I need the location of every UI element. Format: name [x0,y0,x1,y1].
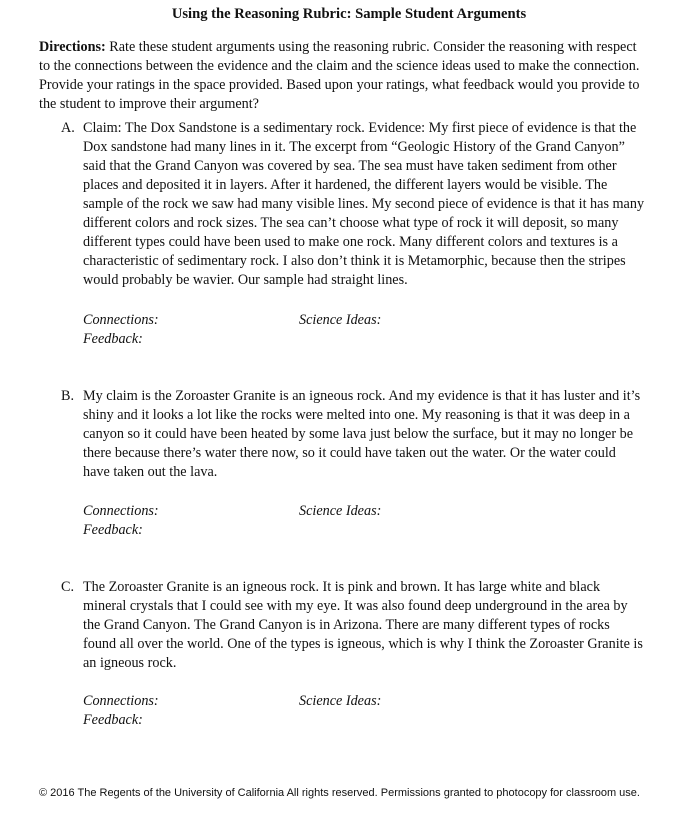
argument-a [61,119,646,290]
directions [39,38,649,114]
science-ideas-label: Science Ideas: [299,503,382,519]
argument-text: The Zoroaster Granite is an igneous rock. It is pink and brown. It has large white and black mineral crystals that I could see with my eye. It was also found deep underground in the area by the Grand Canyon. The Grand Canyon is in Arizona. There are many different types of rocks found all over the world. One of the types is igneous, which is why I think the Zoroaster Granite is an igneous rock. [83,579,643,671]
argument-b [61,387,646,482]
rating-block-b [83,502,483,540]
rating-block-a [83,311,483,349]
argument-text: Claim: The Dox Sandstone is a sedimentary rock. Evidence: My first piece of evidence is that the Dox sandstone had many lines in it. The excerpt from “Geologic History of the Grand Canyon” said that the Grand Canyon was covered by sea. The sea must have taken sediment from other places and deposited it in layers. After it hardened, the different layers would be visible. The sample of the rock we saw had many visible lines. My second piece of evidence is that it has many different colors and rock sizes. The sea can’t choose what type of rock it will deposit, so many different types could have been used to make one rock. Many different colors and textures is a characteristic of sedimentary rock. I also don’t think it is Metamorphic, because then the stripes would probably be wavier. Our sample had straight lines. [83,120,645,288]
argument-letter: B. [61,388,75,404]
connections-label: Connections: [83,693,159,709]
argument-c [61,578,646,673]
science-ideas-label: Science Ideas: [299,312,382,328]
connections-label: Connections: [83,503,159,519]
directions-label: Directions: [39,39,106,55]
argument-text: My claim is the Zoroaster Granite is an igneous rock. And my evidence is that it has luster and it’s shiny and it looks a lot like the rocks were melted into one. My reasoning is that it was deep in a canyon so it could have been heated by some lava just below the surface, but it may no longer be there because there’s water there now, so it could have taken out the water. Or the water could have taken out the lava. [83,388,641,480]
argument-letter: C. [61,579,75,595]
feedback-label: Feedback: [83,331,143,347]
argument-letter: A. [61,120,75,136]
directions-text: Rate these student arguments using the reasoning rubric. Consider the reasoning with respect to the connections between the evidence and the claim and the science ideas used to make the connection. Provide your ratings in the space provided. Based upon your ratings, what feedback would you provide to the student to improve their argument? [39,39,640,112]
copyright-footer: © 2016 The Regents of the University of California All rights reserved. Permissions granted to photocopy for classroom use. [39,787,640,799]
feedback-label: Feedback: [83,522,143,538]
rating-block-c [83,692,483,730]
connections-label: Connections: [83,312,159,328]
feedback-label: Feedback: [83,712,143,728]
science-ideas-label: Science Ideas: [299,693,382,709]
page-title: Using the Reasoning Rubric: Sample Student Arguments [171,6,527,22]
